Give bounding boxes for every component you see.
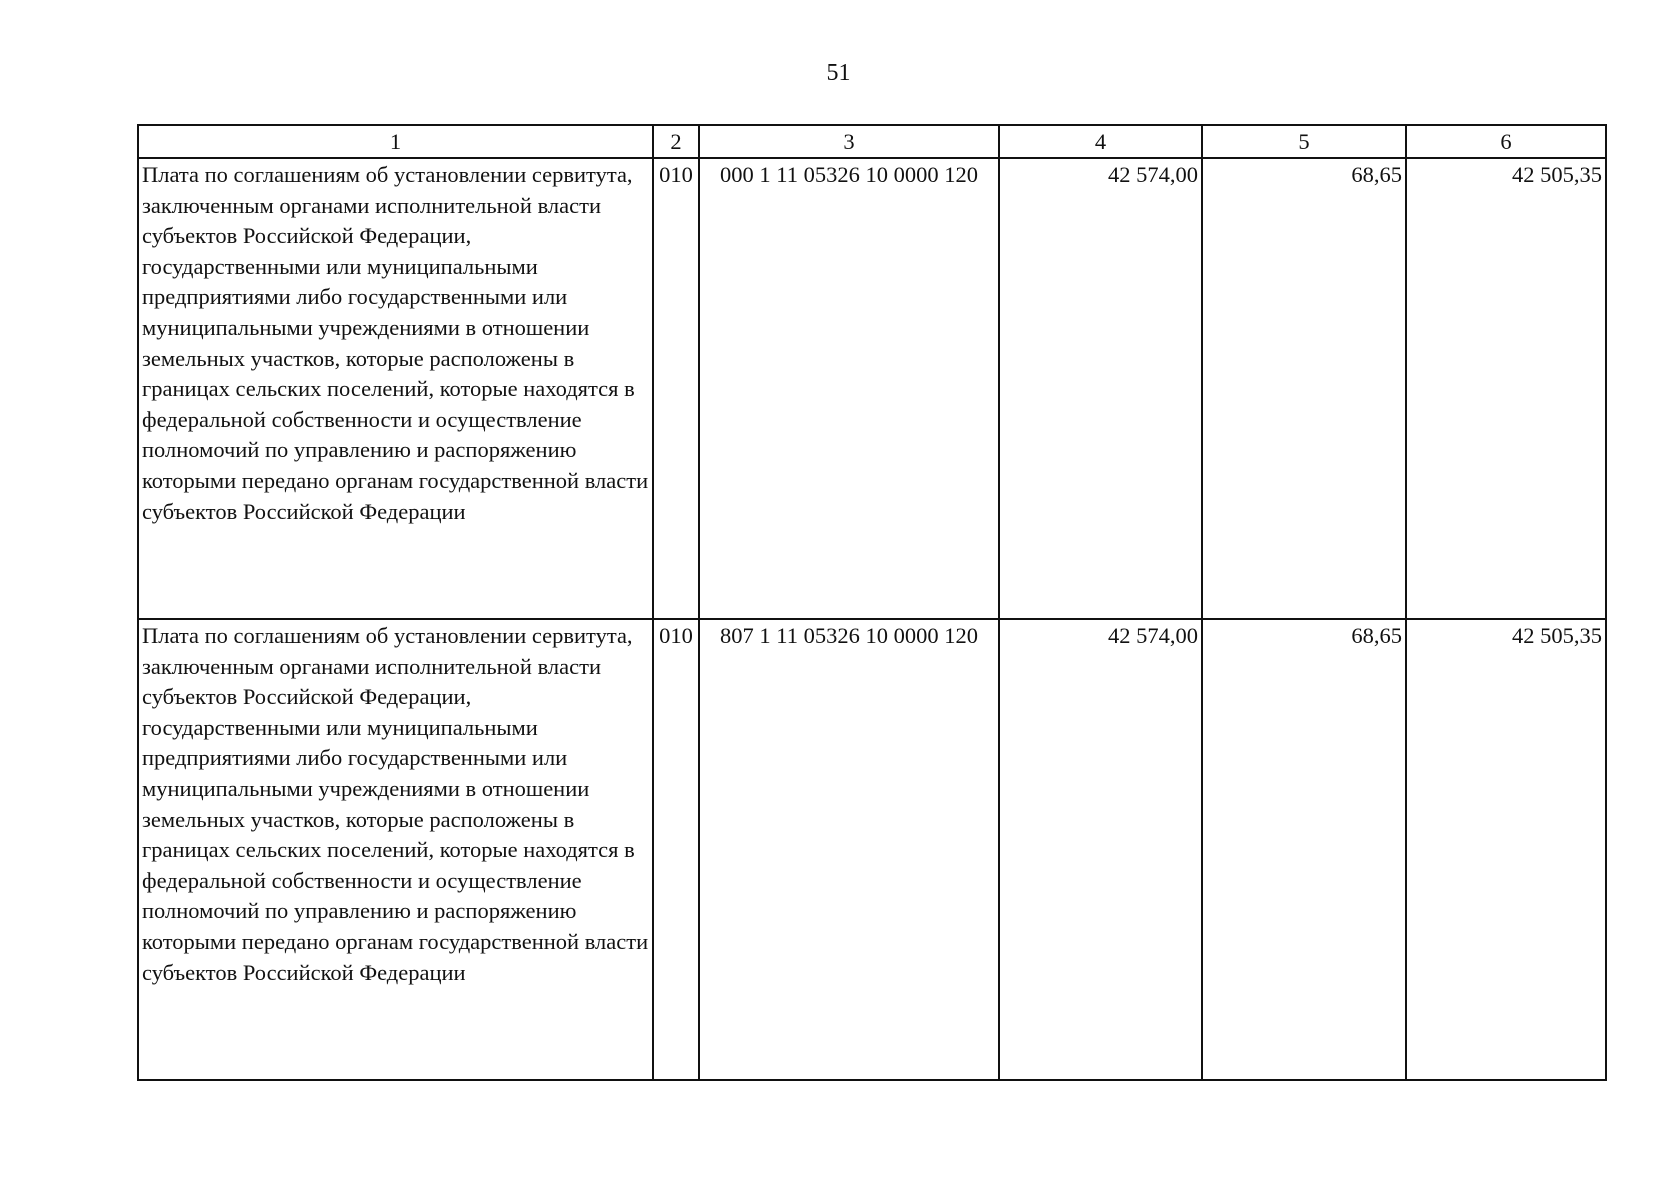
description-cell: Плата по соглашениям об установлении сервитута, заключенным органами исполнительной власти субъектов Российской Федерации, государственными или муниципальными предприятиями либо государственными или муниципальными учреждениями в отношении земельных участков, которые расположены в границах сельских поселений, которые находятся в федеральной собственности и осуществление полномочий по управлению и распоряжению которыми передано органам государственной власти субъектов Российской Федерации: [138, 619, 653, 1080]
amount-cell-col6: 42 505,35: [1406, 158, 1606, 619]
column-header-6: 6: [1406, 125, 1606, 158]
column-header-1: 1: [138, 125, 653, 158]
table-header: [138, 125, 1606, 158]
description-cell: Плата по соглашениям об установлении сервитута, заключенным органами исполнительной власти субъектов Российской Федерации, государственными или муниципальными предприятиями либо государственными или муниципальными учреждениями в отношении земельных участков, которые расположены в границах сельских поселений, которые находятся в федеральной собственности и осуществление полномочий по управлению и распоряжению которыми передано органам государственной власти субъектов Российской Федерации: [138, 158, 653, 619]
header-row: [138, 125, 1606, 158]
amount-cell-col5: 68,65: [1202, 158, 1406, 619]
table-row: [138, 619, 1606, 1080]
column-header-2: 2: [653, 125, 699, 158]
table-body: [138, 158, 1606, 1080]
table-row: [138, 158, 1606, 619]
amount-cell-col4: 42 574,00: [999, 158, 1202, 619]
budget-code-cell: 000 1 11 05326 10 0000 120: [699, 158, 999, 619]
amount-cell-col5: 68,65: [1202, 619, 1406, 1080]
line-code-cell: 010: [653, 158, 699, 619]
page-number: 51: [826, 60, 851, 86]
column-header-4: 4: [999, 125, 1202, 158]
column-header-3: 3: [699, 125, 999, 158]
budget-code-cell: 807 1 11 05326 10 0000 120: [699, 619, 999, 1080]
amount-cell-col4: 42 574,00: [999, 619, 1202, 1080]
column-header-5: 5: [1202, 125, 1406, 158]
line-code-cell: 010: [653, 619, 699, 1080]
amount-cell-col6: 42 505,35: [1406, 619, 1606, 1080]
budget-table: [137, 124, 1607, 1081]
